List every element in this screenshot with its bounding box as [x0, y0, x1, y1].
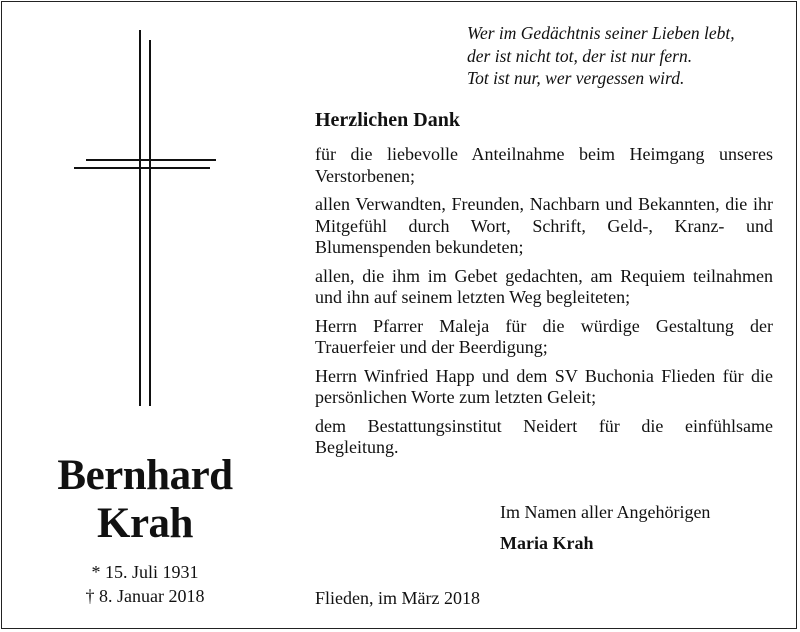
last-name: Krah	[97, 500, 193, 547]
deceased-name	[30, 452, 260, 548]
thanks-paragraph: Herrn Pfarrer Maleja für die würdige Gestaltung der Trauerfeier und der Beerdigung;	[315, 315, 773, 357]
signer-name: Maria Krah	[500, 533, 594, 553]
death-date: † 8. Januar 2018	[85, 586, 205, 606]
thanks-paragraph: allen, die ihm im Gebet gedachten, am Requiem teilnahmen und ihn auf seinem letzten Weg begleiteten;	[315, 265, 773, 307]
thanks-body	[315, 144, 773, 466]
birth-date: * 15. Juli 1931	[91, 562, 199, 582]
place-date: Flieden, im März 2018	[315, 588, 480, 608]
memorial-quote	[467, 22, 777, 90]
first-name: Bernhard	[57, 452, 233, 499]
life-dates	[70, 560, 220, 608]
thanks-heading: Herzlichen Dank	[315, 109, 460, 131]
thanks-paragraph: dem Bestattungsinstitut Neidert für die einfühlsame Begleitung.	[315, 415, 773, 457]
closing-line: Im Namen aller Angehörigen	[500, 502, 711, 522]
thanks-paragraph: Herrn Winfried Happ und dem SV Buchonia Flieden für die persönlichen Worte zum letzten Geleit;	[315, 365, 773, 407]
thanks-paragraph: für die liebevolle Anteilnahme beim Heimgang unseres Verstorbenen;	[315, 144, 773, 186]
closing-block	[500, 500, 780, 555]
thanks-paragraph: allen Verwandten, Freunden, Nachbarn und Bekannten, die ihr Mitgefühl durch Wort, Schrift, Geld-, Kranz- und Blumenspenden bekundeten;	[315, 194, 773, 257]
cross-icon	[70, 28, 220, 408]
quote-line: Tot ist nur, wer vergessen wird.	[467, 68, 685, 88]
quote-line: Wer im Gedächtnis seiner Lieben lebt,	[467, 23, 735, 43]
quote-line: der ist nicht tot, der ist nur fern.	[467, 45, 693, 66]
